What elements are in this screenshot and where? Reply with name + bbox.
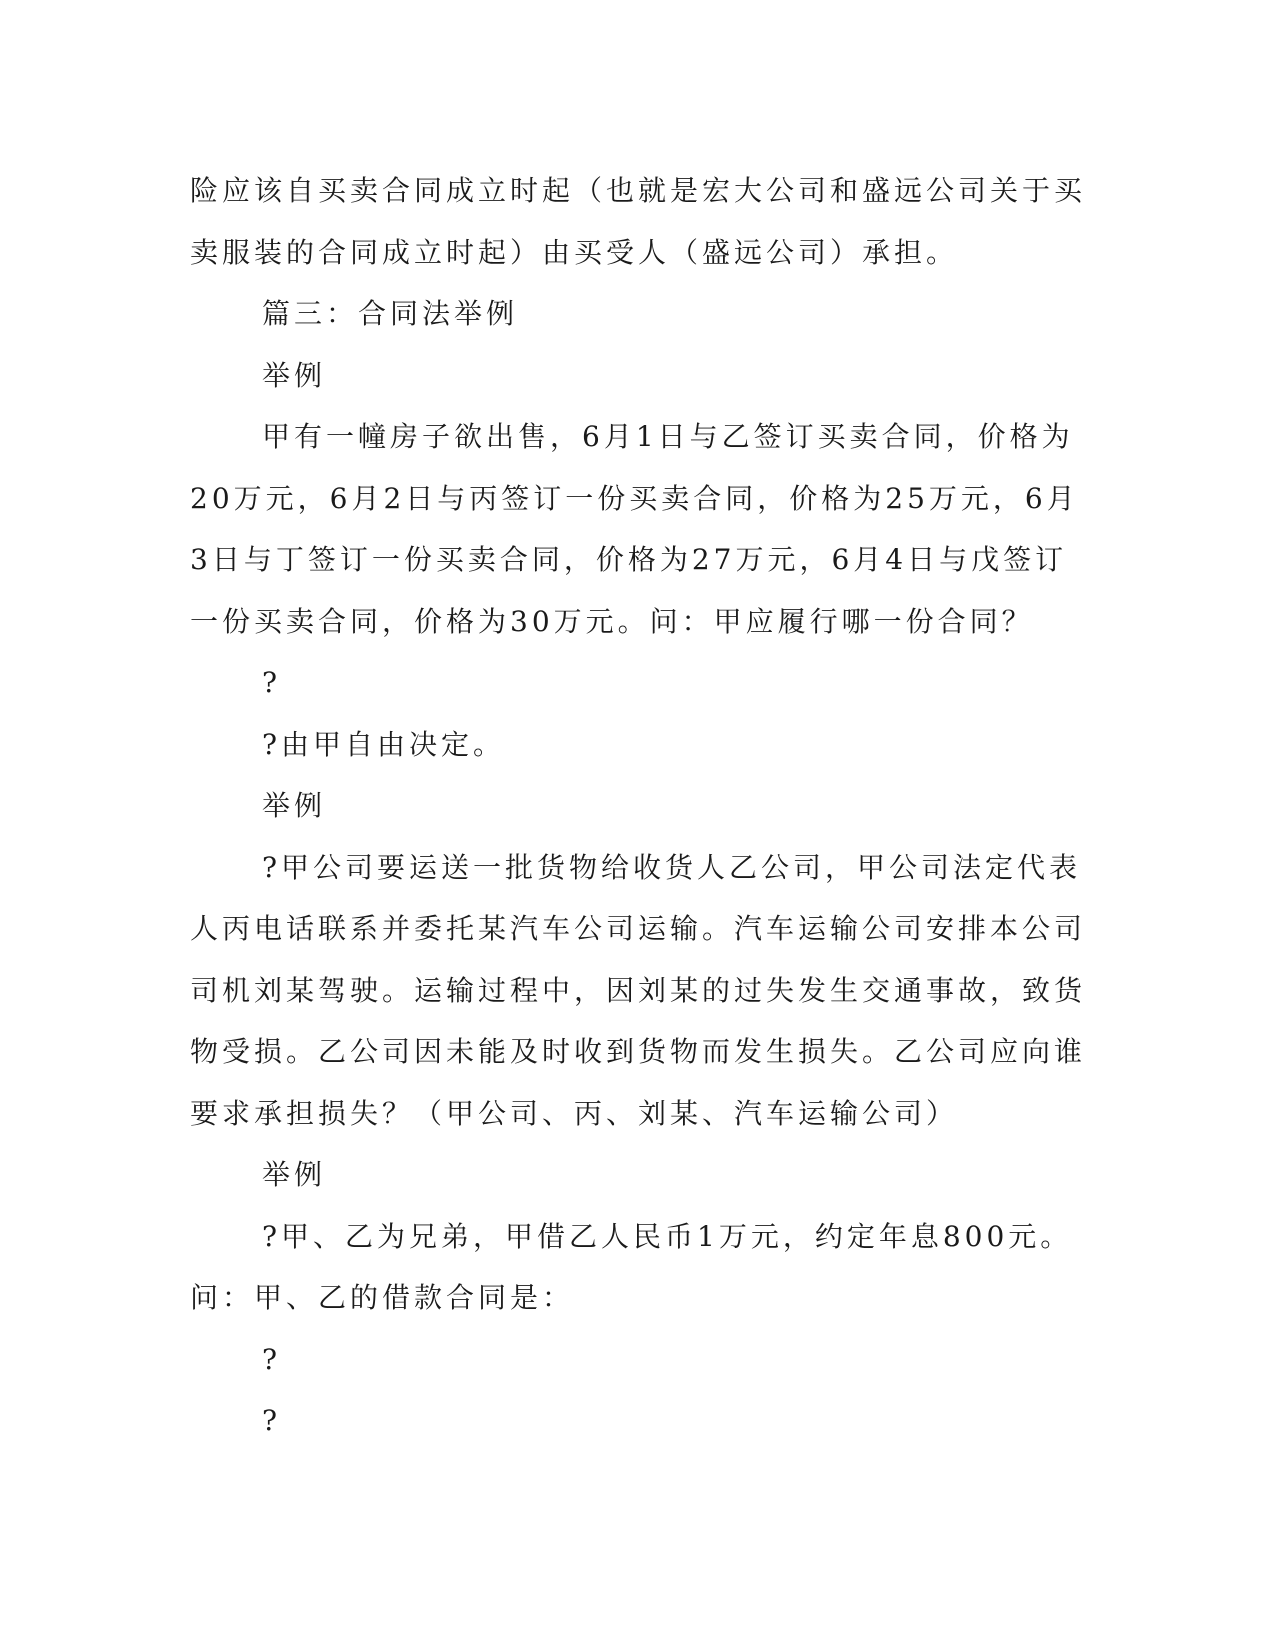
section-heading: 篇三：合同法举例	[262, 297, 519, 330]
question-mark-line: ?	[262, 1342, 282, 1376]
question-mark-line: ?	[262, 1404, 282, 1437]
paragraph-loan: ?甲、乙为兄弟，甲借乙人民币1万元，约定年息800元。问：甲、乙的借款合同是：	[190, 1219, 1073, 1314]
example-label: 举例	[262, 1158, 327, 1191]
document-body	[190, 160, 1090, 1452]
example-label: 举例	[262, 358, 327, 392]
example-label: 举例	[262, 789, 327, 822]
paragraph-transport: ?甲公司要运送一批货物给收货人乙公司，甲公司法定代表人丙电话联系并委托某汽车公司运输。汽车运输公司安排本公司司机刘某驾驶。运输过程中，因刘某的过失发生交通事故，致货物受损。乙公司因未能及时收到货物而发生损失。乙公司应向谁要求承担损失？（甲公司、丙、刘某、汽车运输公司）	[190, 850, 1087, 1130]
paragraph-answer: ?由甲自由决定。	[262, 727, 506, 761]
question-mark-line: ?	[262, 666, 282, 699]
paragraph-house-sale: 甲有一幢房子欲出售，6月1日与乙签订买卖合同，价格为20万元，6月2日与丙签订一份买卖合同，价格为25万元，6月3日与丁签订一份买卖合同，价格为27万元，6月4日与戊签订一份买卖合同，价格为30万元。问：甲应履行哪一份合同？	[190, 420, 1079, 638]
paragraph-risk-transfer: 险应该自买卖合同成立时起（也就是宏大公司和盛远公司关于买卖服装的合同成立时起）由买受人（盛远公司）承担。	[190, 174, 1087, 269]
